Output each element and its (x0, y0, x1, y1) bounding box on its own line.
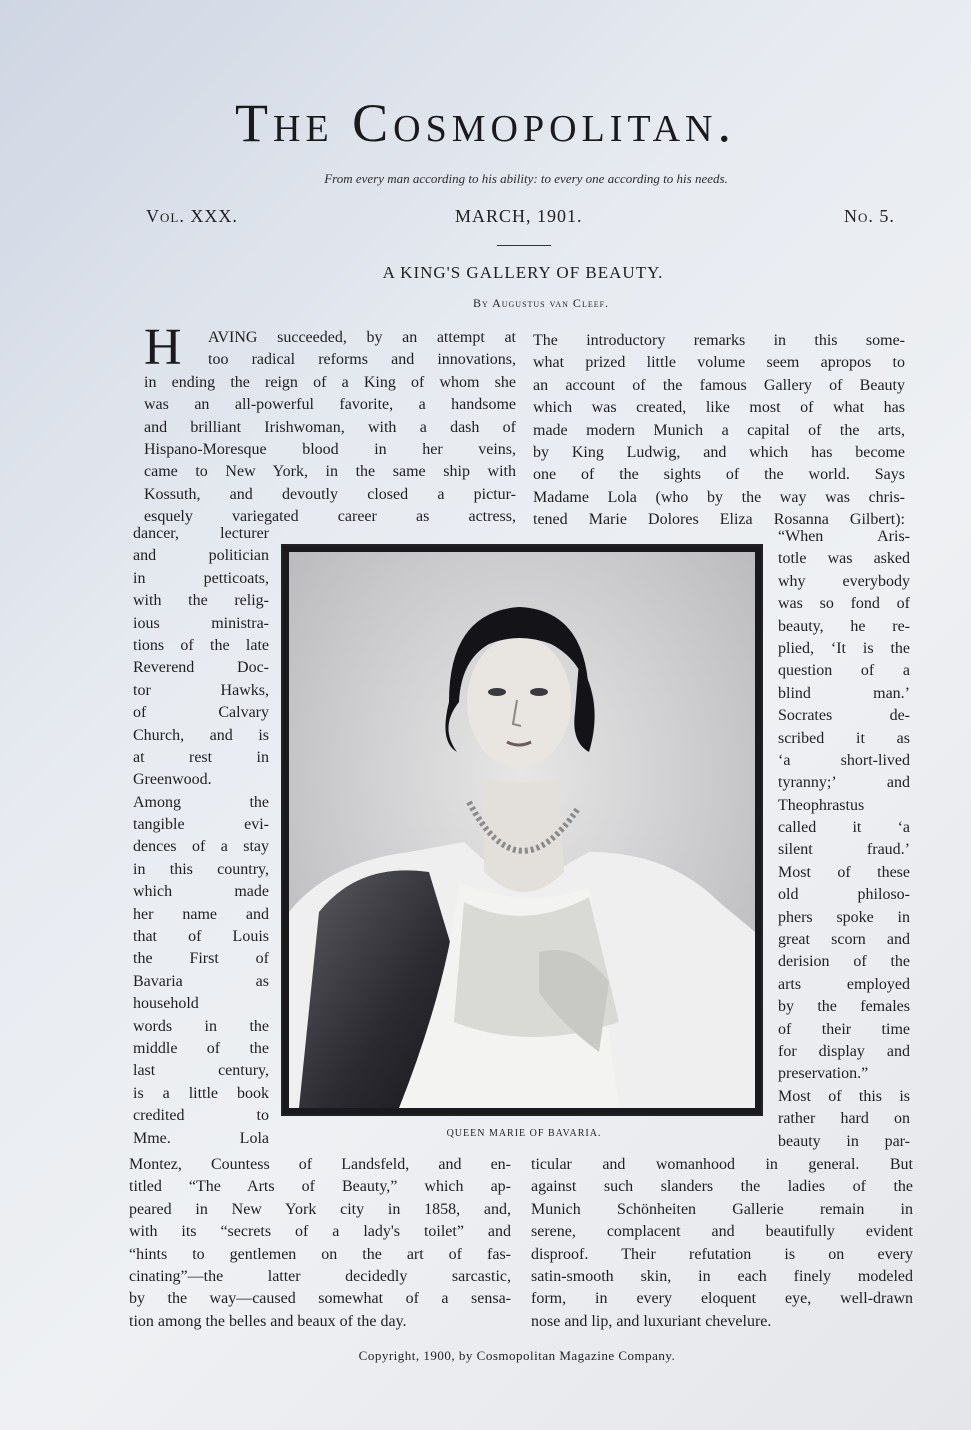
text-line: great scorn and (778, 931, 910, 949)
text-line: credited to (133, 1107, 269, 1125)
text-line: for display and (778, 1042, 910, 1060)
text-line: in petticoats, (133, 569, 269, 587)
text-line: too radical reforms and innovations, (208, 351, 516, 369)
copyright-line: Copyright, 1900, by Cosmopolitan Magazine Company. (358, 1348, 676, 1363)
text-line: what prized little volume seem apropos to (533, 354, 905, 372)
text-line: household (133, 995, 199, 1013)
text-line: phers spoke in (778, 908, 910, 926)
text-line: serene, complacent and beautifully evident (531, 1223, 913, 1241)
text-line: beauty, he re- (778, 617, 910, 635)
text-line: middle of the (133, 1039, 269, 1057)
masthead-title: The Cosmopolitan. (235, 93, 736, 153)
right-column-bottom (531, 1154, 913, 1333)
text-line: nose and lip, and luxuriant chevelure. (531, 1312, 772, 1330)
text-line: The introductory remarks in this some- (533, 332, 905, 349)
text-line: satin-smooth skin, in each finely modeled (531, 1267, 913, 1285)
right-column-narrow (778, 526, 910, 1153)
text-line: made modern Munich a capital of the arts, (533, 421, 905, 439)
text-line: why everybody (778, 572, 910, 590)
volume-label: Vol. XXX. (146, 206, 238, 226)
text-line: disproof. Their refutation is on every (531, 1245, 913, 1263)
text-line: dences of a stay (133, 838, 269, 856)
text-line: words in the (133, 1017, 269, 1035)
text-line: by the way—caused somewhat of a sensa- (129, 1290, 511, 1308)
text-line: by the females (778, 998, 910, 1016)
text-line: rather hard on (778, 1110, 910, 1128)
text-line: Theophrastus (778, 796, 865, 814)
text-line: Reverend Doc- (133, 659, 269, 677)
text-line: derision of the (778, 953, 910, 971)
text-line: esquely variegated career as actress, (144, 508, 516, 526)
text-line: tyranny;’ and (778, 774, 910, 792)
portrait-caption: QUEEN MARIE OF BAVARIA. (446, 1128, 602, 1139)
text-line: with the relig- (133, 592, 269, 610)
text-line: question of a (778, 662, 910, 680)
text-line: her name and (133, 905, 269, 923)
text-line: in this country, (133, 860, 269, 878)
text-line: Hispano-Moresque blood in her veins, (144, 440, 516, 458)
text-line: and politician (133, 547, 269, 565)
drop-cap: H (144, 319, 182, 376)
portrait-image (289, 552, 755, 1108)
text-line: peared in New York city in 1858, and, (129, 1200, 511, 1218)
text-line: beauty in par- (778, 1132, 910, 1150)
text-line: was an all-powerful favorite, a handsome (144, 396, 516, 414)
text-line: Socrates de- (778, 707, 910, 725)
text-line: Madame Lola (who by the way was chris- (533, 488, 905, 506)
text-line: Montez, Countess of Landsfeld, and en- (129, 1156, 511, 1173)
text-line: plied, ‘It is the (778, 639, 910, 657)
text-line: and brilliant Irishwoman, with a dash of (144, 418, 516, 436)
text-line: that of Louis (133, 928, 269, 946)
article-byline: By Augustus van Cleef. (472, 296, 610, 310)
text-line: is a little book (133, 1084, 269, 1102)
text-line: one of the sights of the world. Says (533, 466, 905, 484)
text-line: cinating”—the latter decidedly sarcastic, (129, 1267, 511, 1285)
text-line: which was created, like most of what has (533, 399, 905, 417)
left-column-top (144, 327, 516, 529)
text-line: preservation.” (778, 1065, 869, 1083)
text-line: Most of this is (778, 1087, 910, 1105)
text-line: at rest in (133, 748, 269, 766)
text-line: was so fond of (778, 595, 910, 613)
text-line: with its “secrets of a lady's toilet” and (129, 1223, 511, 1241)
text-line: arts employed (778, 975, 910, 993)
text-line: ious ministra- (133, 614, 269, 632)
text-line: which made (133, 883, 269, 901)
article-title: A KING'S GALLERY OF BEAUTY. (382, 263, 664, 282)
issue-number: No. 5. (844, 206, 895, 226)
text-line: Bavaria as (133, 972, 269, 990)
text-line: dancer, lecturer (133, 525, 269, 542)
text-line: of Calvary (133, 704, 269, 722)
text-line: the First of (133, 950, 269, 968)
text-line: totle was asked (778, 550, 910, 568)
text-line: ticular and womanhood in general. But (531, 1156, 913, 1173)
text-line: called it ‘a (778, 819, 910, 837)
text-line: came to New York, in the same ship with (144, 463, 516, 481)
text-line: by King Ludwig, and which has become (533, 443, 905, 461)
text-line: Most of these (778, 863, 910, 881)
text-line: blind man.’ (778, 684, 910, 702)
text-line: titled “The Arts of Beauty,” which ap- (129, 1178, 511, 1196)
left-column-bottom (129, 1154, 511, 1333)
text-line: tion among the belles and beaux of the day. (129, 1312, 407, 1330)
text-line: “When Aris- (778, 528, 910, 545)
text-line: “hints to gentlemen on the art of fas- (129, 1245, 511, 1263)
text-line: ‘a short-lived (778, 751, 910, 769)
text-line: Among the (133, 793, 269, 811)
text-line: form, in every eloquent eye, well-drawn (531, 1290, 913, 1308)
text-line: AVING succeeded, by an attempt at (208, 329, 516, 346)
text-line: scribed it as (778, 729, 910, 747)
text-line: Greenwood. (133, 771, 212, 789)
portrait-illustration (281, 544, 763, 1116)
masthead-motto: From every man according to his ability: to every one according to his needs. (324, 171, 728, 186)
text-line: old philoso- (778, 886, 910, 904)
right-column-top (533, 330, 905, 532)
text-line: against such slanders the ladies of the (531, 1178, 913, 1196)
text-line: Kossuth, and devoutly closed a pictur- (144, 485, 516, 503)
text-line: Mme. Lola (133, 1129, 269, 1147)
text-line: in ending the reign of a King of whom she (144, 373, 516, 391)
text-line: tions of the late (133, 636, 269, 654)
text-line: tangible evi- (133, 816, 269, 834)
text-line: last century, (133, 1062, 269, 1080)
text-line: silent fraud.’ (778, 841, 910, 859)
text-line: of their time (778, 1020, 910, 1038)
text-line: tened Marie Dolores Eliza Rosanna Gilbert): (533, 511, 905, 529)
text-line: an account of the famous Gallery of Beauty (533, 376, 905, 394)
issue-date: MARCH, 1901. (455, 206, 583, 226)
text-line: Church, and is (133, 726, 269, 744)
header-rule (497, 245, 551, 246)
text-line: tor Hawks, (133, 681, 269, 699)
left-column-narrow (133, 523, 269, 1150)
text-line: Munich Schönheiten Gallerie remain in (531, 1200, 913, 1218)
